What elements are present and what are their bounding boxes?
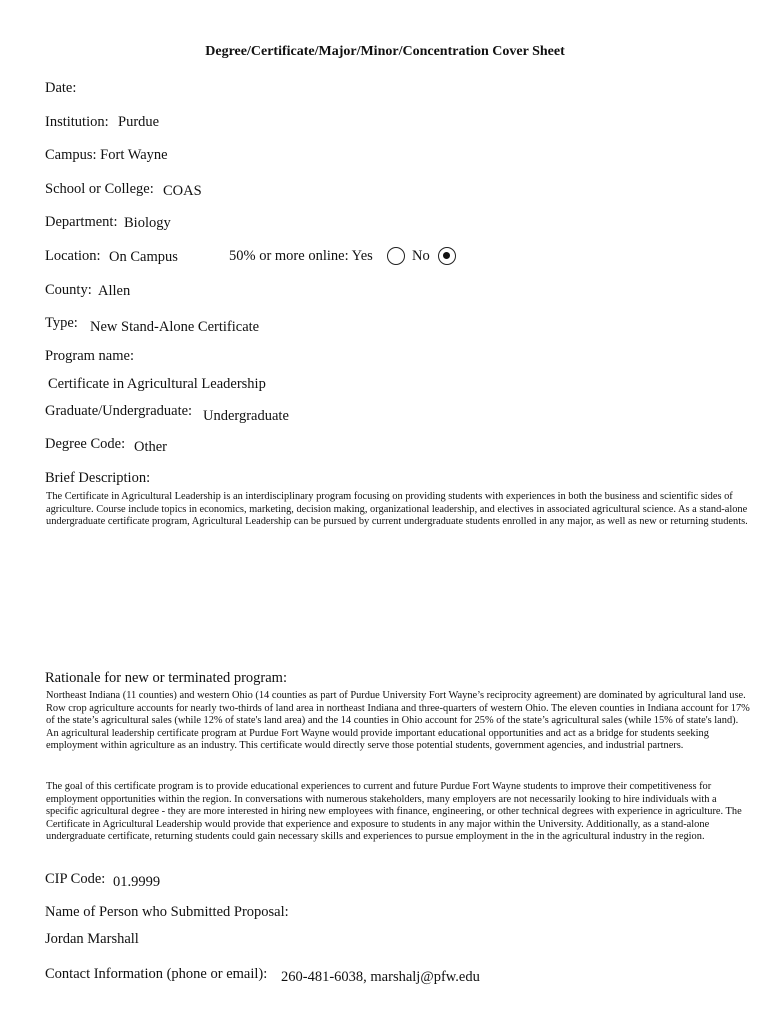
rationale-label: Rationale for new or terminated program: (45, 670, 287, 686)
submitter-value[interactable]: Jordan Marshall (45, 931, 139, 947)
location-value[interactable]: On Campus (109, 249, 178, 265)
online-yes-radio[interactable] (387, 247, 405, 265)
submitter-label: Name of Person who Submitted Proposal: (45, 904, 289, 920)
brief-description-label: Brief Description: (45, 470, 151, 486)
cip-code-label: CIP Code: (45, 871, 106, 887)
rationale-paragraph-1[interactable]: Northeast Indiana (11 counties) and western Ohio (14 counties as part of Purdue University Fort Wayne’s reciprocity agreement) are dominated by agricultural land use. Row crop agriculture accounts for nearly two-thirds of land area in northeast Indiana and three-quarters of western Ohio. The eleven counties in Indiana account for 17% of the state’s agricultural sales (while 12% of state's land area) and the 14 counties in Ohio account for 25% of the state’s agricultural sales (while 15% of state's land). An agricultural leadership certificate program at Purdue Fort Wayne would provide important educational opportunities and act as a bridge for students seeking employment within agriculture as an industry. This certificate would directly serve those potential students, government agencies, and industrial partners. (46, 690, 750, 752)
county-label: County: (45, 282, 92, 298)
type-label: Type: (45, 315, 78, 331)
page-title: Degree/Certificate/Major/Minor/Concentration Cover Sheet (205, 44, 565, 59)
program-name-value[interactable]: Certificate in Agricultural Leadership (48, 376, 266, 392)
program-name-label: Program name: (45, 348, 134, 364)
degree-code-label: Degree Code: (45, 436, 126, 452)
type-value[interactable]: New Stand-Alone Certificate (90, 319, 260, 335)
online-no-radio[interactable] (438, 247, 456, 265)
contact-label: Contact Information (phone or email): (45, 966, 268, 982)
online-label: 50% or more online: Yes (229, 248, 373, 264)
level-label: Graduate/Undergraduate: (45, 403, 193, 419)
department-value[interactable]: Biology (124, 215, 171, 231)
radio-selected-dot (443, 252, 450, 259)
level-value[interactable]: Undergraduate (203, 408, 289, 424)
rationale-paragraph-2[interactable]: The goal of this certificate program is to provide educational experiences to current and future Purdue Fort Wayne students to improve their competitiveness for employment opportunities within the region. In conversations with numerous stakeholders, many employers are not necessarily looking to hire individuals with a specific agricultural degree - they are more interested in hiring new employees with finance, engineering, or other technical degrees with experience in agriculture. The Certificate in Agricultural Leadership would provide that experience and exposure to students in any major within the University. Additionally, as a stand-alone undergraduate certificate, returning students could gain necessary skills and experiences to pursue employment in the in the agricultural industry in the region. (46, 781, 742, 843)
department-label: Department: (45, 214, 118, 230)
contact-value[interactable]: 260-481-6038, marshalj@pfw.edu (281, 969, 480, 985)
date-label: Date: (45, 80, 77, 96)
institution-label: Institution: (45, 114, 109, 130)
institution-value[interactable]: Purdue (118, 114, 160, 130)
degree-code-value[interactable]: Other (134, 439, 168, 455)
cip-code-value[interactable]: 01.9999 (113, 874, 161, 890)
campus-label: Campus: Fort Wayne (45, 147, 168, 163)
school-label: School or College: (45, 181, 154, 197)
county-value[interactable]: Allen (98, 283, 131, 299)
location-label: Location: (45, 248, 101, 264)
school-value[interactable]: COAS (163, 183, 202, 199)
brief-description-text[interactable]: The Certificate in Agricultural Leadership is an interdisciplinary program focusing on providing students with experiences in both the business and scientific sides of agriculture. Course include topics in economics, marketing, decision making, organizational leadership, and electives in associated agricultural science. As a stand-alone undergraduate certificate program, Agricultural Leadership can be pursued by current undergraduate students enrolled in any major, as well as new or returning students. (46, 491, 748, 528)
online-no-label: No (412, 248, 430, 264)
